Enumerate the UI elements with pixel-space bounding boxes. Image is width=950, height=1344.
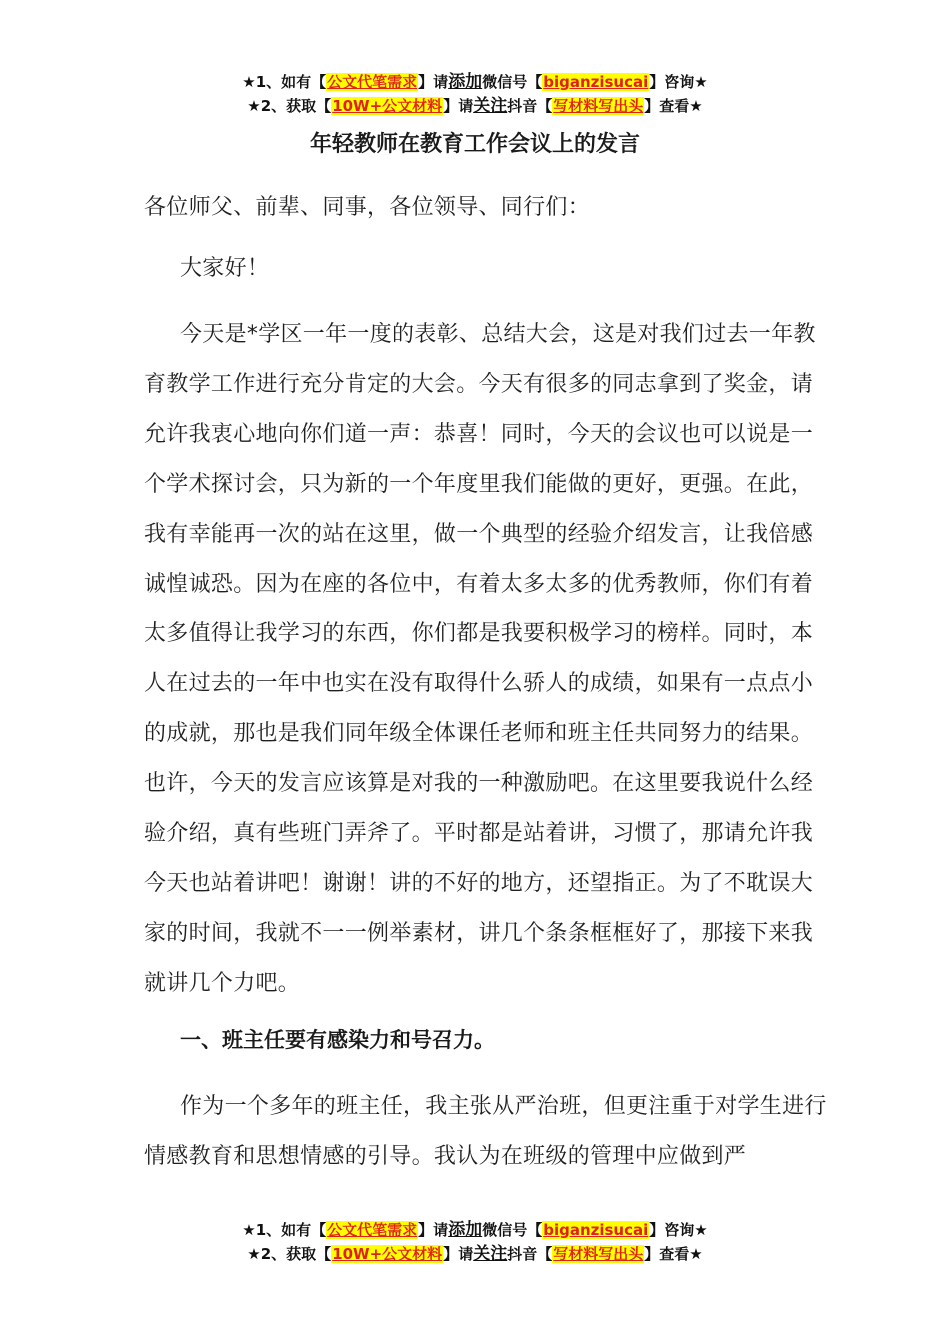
banner-highlight: 写材料写出头 [553, 1245, 644, 1263]
salutation: 各位师父、前辈、同事，各位领导、同行们： [144, 195, 591, 220]
banner-underline: 添加 [448, 72, 483, 92]
banner-text: 抖音【 [507, 1245, 553, 1263]
banner-line-1 [0, 70, 950, 94]
banner-text: 】请 [418, 73, 449, 91]
banner-text: 微信号【 [482, 73, 543, 91]
banner-text: 】请 [418, 1221, 449, 1239]
banner-underline: 添加 [448, 1220, 483, 1240]
banner-text: 】请 [443, 97, 474, 115]
banner-line-2 [0, 1242, 950, 1266]
section-heading-1: 一、班主任要有感染力和号召力。 [180, 1028, 495, 1052]
body-paragraph-1: 今天是*学区一年一度的表彰、总结大会，这是对我们过去一年教育教学工作进行充分肯定的大会。今天有很多的同志拿到了奖金，请允许我衷心地向你们道一声：恭喜！同时，今天的会议也可以说是一个学术探讨会，只为新的一个年度里我们能做的更好，更强。在此，我有幸能再一次的站在这里，做一个典型的经验介绍发言，让我倍感诚惶诚恐。因为在座的各位中，有着太多太多的优秀教师，你们有着太多值得让我学习的东西，你们都是我要积极学习的榜样。同时，本人在过去的一年中也实在没有取得什么骄人的成绩，如果有一点点小的成就，那也是我们同年级全体课任老师和班主任共同努力的结果。也许，今天的发言应该算是对我的一种激励吧。在这里要我说什么经验介绍，真有些班门弄斧了。平时都是站着讲，习惯了，那请允许我今天也站着讲吧！谢谢！讲的不好的地方，还望指正。为了不耽误大家的时间，我就不一一例举素材，讲几个条条框框好了，那接下来我就讲几个力吧。 [144, 322, 816, 996]
banner-highlight: 公文代笔需求 [327, 1221, 418, 1239]
banner-highlight: biganzisucai [543, 73, 649, 91]
banner-text: ★1、如有【 [242, 1221, 327, 1239]
banner-underline: 关注 [473, 1244, 508, 1264]
banner-text: 微信号【 [482, 1221, 543, 1239]
footer-banner [0, 1218, 950, 1266]
banner-highlight: biganzisucai [543, 1221, 649, 1239]
banner-text: ★2、获取【 [247, 1245, 332, 1263]
banner-highlight: 公文代笔需求 [327, 73, 418, 91]
banner-text: 】咨询★ [649, 1221, 708, 1239]
banner-text: 】咨询★ [649, 73, 708, 91]
banner-text: 】请 [443, 1245, 474, 1263]
banner-text: ★1、如有【 [242, 73, 327, 91]
document-title: 年轻教师在教育工作会议上的发言 [309, 132, 640, 157]
banner-text: ★2、获取【 [247, 97, 332, 115]
banner-highlight: 10W+公文材料 [332, 97, 443, 115]
banner-text: 】查看★ [644, 97, 703, 115]
banner-line-2 [0, 94, 950, 118]
banner-highlight: 10W+公文材料 [332, 1245, 443, 1263]
banner-text: 】查看★ [644, 1245, 703, 1263]
banner-line-1 [0, 1218, 950, 1242]
body-paragraph-2: 作为一个多年的班主任，我主张从严治班，但更注重于对学生进行情感教育和思想情感的引导。我认为在班级的管理中应做到严 [144, 1094, 827, 1169]
greeting: 大家好！ [180, 256, 270, 281]
header-banner [0, 70, 950, 118]
banner-text: 抖音【 [507, 97, 553, 115]
banner-highlight: 写材料写出头 [553, 97, 644, 115]
banner-underline: 关注 [473, 96, 508, 116]
